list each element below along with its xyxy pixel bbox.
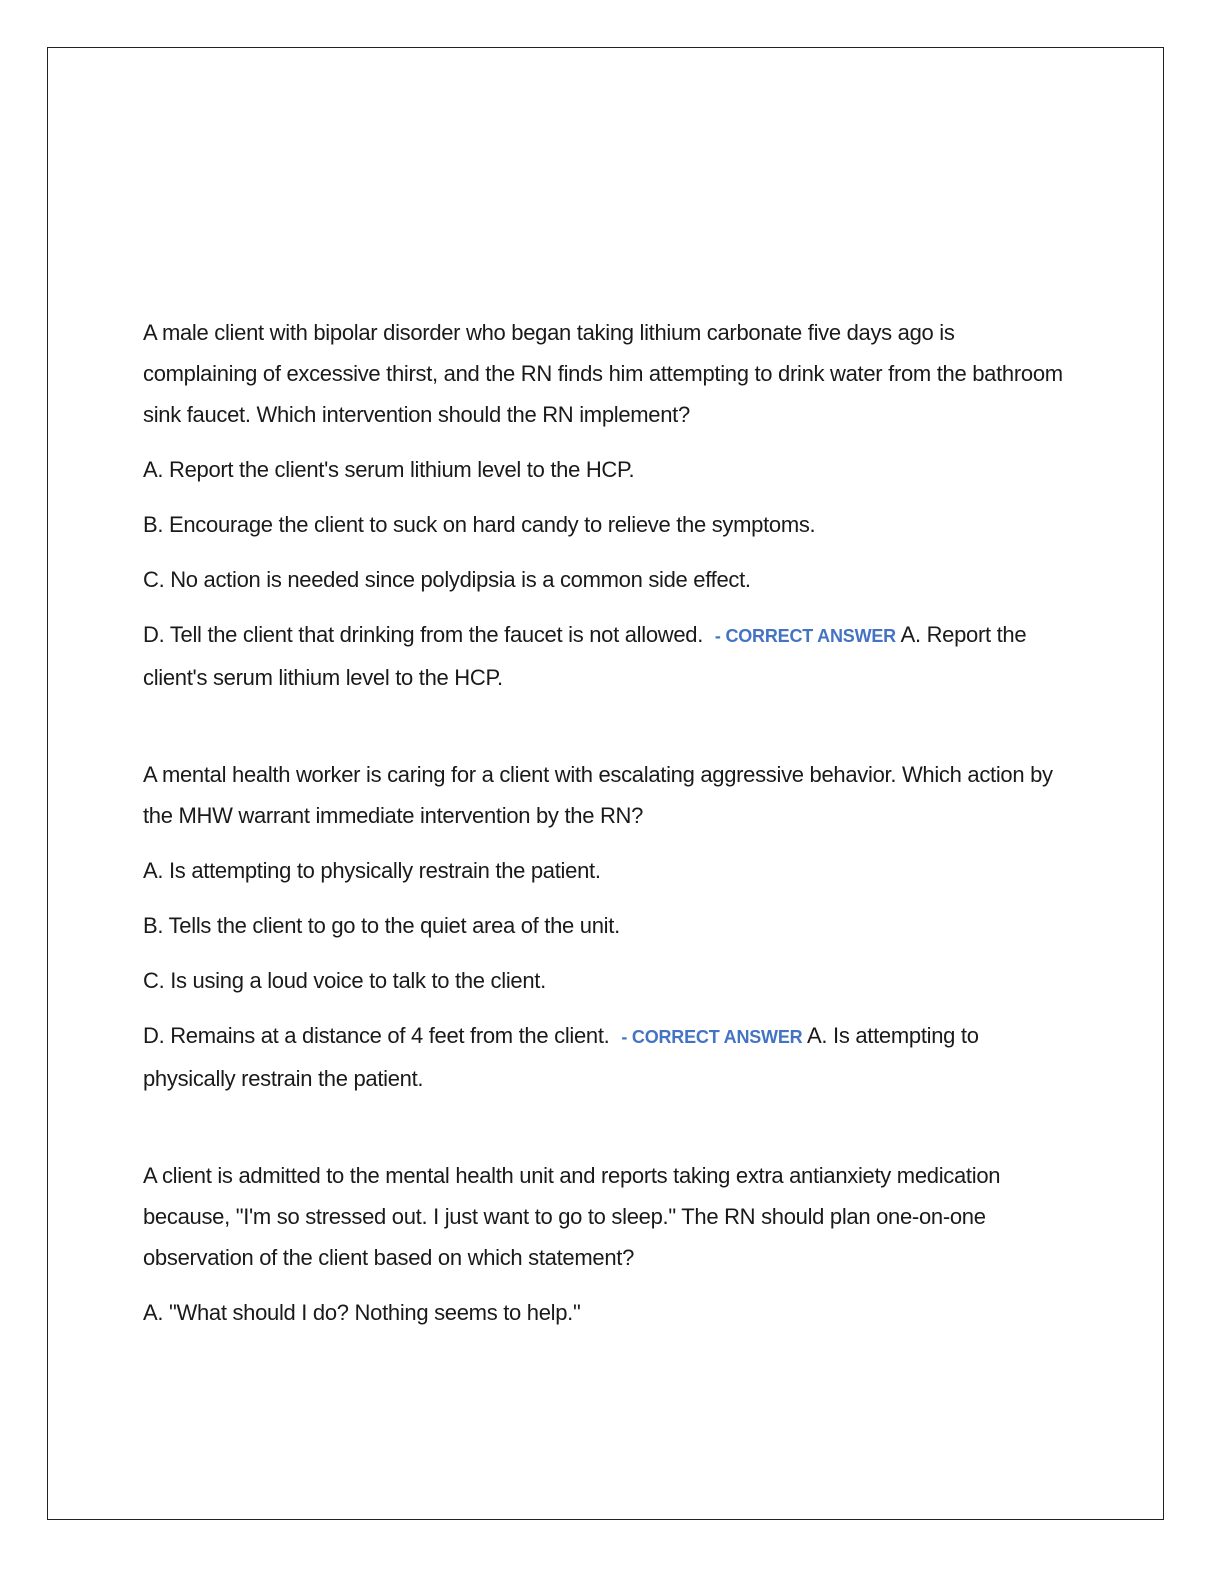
correct-answer-text: A. Is attempting to physically restrain the patient. xyxy=(143,1023,979,1091)
question-2 xyxy=(143,754,1073,1099)
correct-answer-tag: - CORRECT ANSWER xyxy=(621,1027,803,1047)
option-a: A. "What should I do? Nothing seems to help." xyxy=(143,1300,581,1325)
option-b: B. Encourage the client to suck on hard candy to relieve the symptoms. xyxy=(143,512,816,537)
question-text: A male client with bipolar disorder who began taking lithium carbonate five days ago is complaining of excessive thirst, and the RN finds him attempting to drink water from the bathroom sink faucet. Which intervention should the RN implement? xyxy=(143,320,1063,427)
option-d-with-answer xyxy=(143,1015,1073,1099)
option-a: A. Report the client's serum lithium level to the HCP. xyxy=(143,457,635,482)
option-c: C. Is using a loud voice to talk to the client. xyxy=(143,968,546,993)
option-d: D. Remains at a distance of 4 feet from the client. xyxy=(143,1023,610,1048)
option-d-with-answer xyxy=(143,614,1073,698)
question-text: A client is admitted to the mental health unit and reports taking extra antianxiety medication because, "I'm so stressed out. I just want to go to sleep." The RN should plan one-on-one observation of the client based on which statement? xyxy=(143,1163,1001,1270)
question-1 xyxy=(143,312,1073,698)
option-b: B. Tells the client to go to the quiet area of the unit. xyxy=(143,913,620,938)
option-d: D. Tell the client that drinking from the faucet is not allowed. xyxy=(143,622,704,647)
correct-answer-tag: - CORRECT ANSWER xyxy=(714,626,896,646)
document-body xyxy=(143,312,1073,1389)
question-3 xyxy=(143,1155,1073,1333)
correct-answer-text: A. Report the client's serum lithium level to the HCP. xyxy=(143,622,1027,690)
question-text: A mental health worker is caring for a client with escalating aggressive behavior. Which action by the MHW warrant immediate intervention by the RN? xyxy=(143,762,1053,828)
option-c: C. No action is needed since polydipsia is a common side effect. xyxy=(143,567,751,592)
option-a: A. Is attempting to physically restrain the patient. xyxy=(143,858,601,883)
